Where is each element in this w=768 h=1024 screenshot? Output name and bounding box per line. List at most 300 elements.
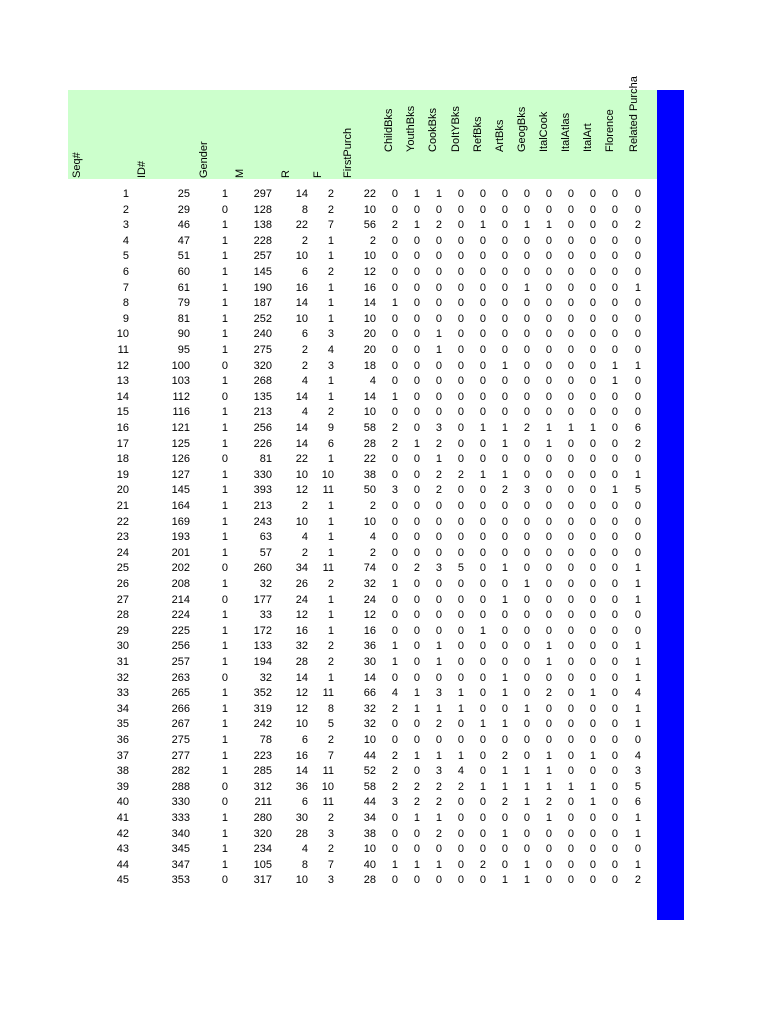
table-cell: 0 <box>391 531 398 544</box>
table-cell: 0 <box>634 406 641 419</box>
table-row <box>68 577 658 592</box>
table-cell: 0 <box>413 359 420 372</box>
table-cell: 1 <box>327 250 334 263</box>
table-cell: 1 <box>567 422 574 434</box>
table-cell: 0 <box>435 297 442 310</box>
table-cell: 0 <box>435 874 442 887</box>
table-cell: 0 <box>567 562 574 575</box>
table-cell: 2 <box>501 796 508 809</box>
table-cell: 0 <box>589 765 596 778</box>
table-cell: 46 <box>177 219 190 232</box>
table-cell: 1 <box>479 219 486 232</box>
table-cell: 0 <box>567 297 574 310</box>
table-cell: 1 <box>413 858 420 871</box>
table-cell: 0 <box>634 500 641 512</box>
table-cell: 14 <box>295 765 308 778</box>
table-cell: 27 <box>116 593 129 606</box>
table-cell: 0 <box>501 312 508 325</box>
table-cell: 0 <box>589 359 596 372</box>
table-cell: 5 <box>634 780 641 793</box>
table-cell: 5 <box>457 562 464 575</box>
table-cell: 1 <box>634 578 641 590</box>
table-cell: 0 <box>391 671 398 684</box>
table-cell: 17 <box>116 437 129 450</box>
table-cell: 0 <box>457 640 464 653</box>
table-cell: 0 <box>523 234 530 247</box>
table-row <box>68 842 658 857</box>
table-cell: 0 <box>567 281 574 294</box>
table-cell: 2 <box>369 500 376 512</box>
table-row <box>68 795 658 810</box>
table-cell: 24 <box>116 546 129 559</box>
table-cell: 0 <box>457 546 464 559</box>
table-cell: 0 <box>413 344 420 356</box>
table-cell: 0 <box>567 624 574 637</box>
table-cell: 0 <box>611 827 618 840</box>
table-cell: 2 <box>457 468 464 481</box>
table-cell: 1 <box>479 422 486 434</box>
table-cell: 0 <box>413 297 420 310</box>
table-cell: 1 <box>221 578 228 590</box>
table-cell: 0 <box>567 765 574 778</box>
table-cell: 45 <box>116 874 129 887</box>
table-cell: 0 <box>545 609 552 622</box>
table-cell: 0 <box>457 406 464 419</box>
table-cell: 0 <box>457 375 464 388</box>
table-row <box>68 187 658 202</box>
table-cell: 0 <box>611 406 618 419</box>
table-cell: 0 <box>479 500 486 512</box>
table-cell: 0 <box>545 874 552 887</box>
table-cell: 193 <box>171 531 190 544</box>
table-cell: 20 <box>363 344 376 356</box>
table-cell: 0 <box>435 250 442 263</box>
table-cell: 1 <box>221 546 228 559</box>
table-cell: 0 <box>413 234 420 247</box>
table-cell: 0 <box>567 188 574 200</box>
table-cell: 0 <box>545 297 552 310</box>
table-cell: 0 <box>501 656 508 668</box>
table-cell: 0 <box>545 531 552 544</box>
table-cell: 1 <box>589 687 596 700</box>
table-row <box>68 483 658 498</box>
table-cell: 0 <box>435 359 442 372</box>
table-cell: 0 <box>567 500 574 512</box>
table-cell: 0 <box>611 843 618 856</box>
table-cell: 7 <box>327 858 334 871</box>
table-row <box>68 452 658 467</box>
table-cell: 1 <box>523 796 530 809</box>
table-cell: 0 <box>501 702 508 715</box>
table-cell: 2 <box>435 796 442 809</box>
table-cell: 128 <box>253 203 272 216</box>
table-cell: 35 <box>116 718 129 731</box>
table-cell: 1 <box>634 827 641 840</box>
table-cell: 0 <box>391 562 398 575</box>
table-cell: 0 <box>435 234 442 247</box>
table-cell: 57 <box>259 546 272 559</box>
table-cell: 0 <box>391 359 398 372</box>
table-cell: 0 <box>391 468 398 481</box>
table-cell: 0 <box>413 609 420 622</box>
table-cell: 0 <box>457 624 464 637</box>
table-cell: 34 <box>363 812 376 824</box>
table-cell: 52 <box>363 765 376 778</box>
table-cell: 3 <box>634 765 641 778</box>
table-cell: 2 <box>501 749 508 762</box>
table-cell: 1 <box>545 219 552 232</box>
table-cell: 11 <box>322 484 334 497</box>
table-cell: 0 <box>611 718 618 731</box>
table-row <box>68 343 658 358</box>
table-cell: 8 <box>122 297 129 310</box>
table-cell: 1 <box>435 344 442 356</box>
table-cell: 0 <box>634 624 641 637</box>
table-cell: 28 <box>295 827 308 840</box>
table-cell: 24 <box>295 593 308 606</box>
table-cell: 0 <box>479 546 486 559</box>
table-cell: 1 <box>413 437 420 450</box>
table-cell: 1 <box>327 609 334 622</box>
table-cell: 0 <box>391 344 398 356</box>
table-cell: 0 <box>501 390 508 403</box>
table-row <box>68 780 658 795</box>
table-cell: 1 <box>523 578 530 590</box>
table-cell: 0 <box>634 390 641 403</box>
table-cell: 1 <box>221 375 228 388</box>
table-cell: 135 <box>253 390 272 403</box>
table-cell: 0 <box>435 390 442 403</box>
table-row <box>68 218 658 233</box>
table-cell: 0 <box>523 500 530 512</box>
table-cell: 2 <box>391 702 398 715</box>
table-cell: 0 <box>479 437 486 450</box>
table-cell: 0 <box>501 546 508 559</box>
table-cell: 0 <box>479 375 486 388</box>
table-cell: 0 <box>501 843 508 856</box>
table-cell: 0 <box>567 702 574 715</box>
table-cell: 0 <box>479 671 486 684</box>
table-cell: 0 <box>567 219 574 232</box>
table-cell: 0 <box>611 874 618 887</box>
table-cell: 0 <box>413 671 420 684</box>
table-cell: 0 <box>391 406 398 419</box>
table-cell: 0 <box>479 656 486 668</box>
table-cell: 0 <box>523 453 530 466</box>
table-cell: 0 <box>457 671 464 684</box>
table-cell: 2 <box>391 780 398 793</box>
table-cell: 1 <box>327 234 334 247</box>
table-cell: 14 <box>295 437 308 450</box>
table-cell: 2 <box>301 234 308 247</box>
table-cell: 3 <box>327 874 334 887</box>
table-cell: 51 <box>177 250 190 263</box>
table-cell: 0 <box>611 858 618 871</box>
table-cell: 12 <box>295 609 308 622</box>
table-cell: 0 <box>435 375 442 388</box>
table-cell: 257 <box>171 656 190 668</box>
table-cell: 0 <box>435 281 442 294</box>
table-cell: 0 <box>523 546 530 559</box>
table-cell: 0 <box>567 312 574 325</box>
table-row <box>68 327 658 342</box>
table-cell: 0 <box>545 203 552 216</box>
table-cell: 60 <box>177 266 190 278</box>
table-row <box>68 764 658 779</box>
table-cell: 0 <box>611 468 618 481</box>
table-cell: 0 <box>391 375 398 388</box>
column-header: DoItYBks <box>450 106 462 152</box>
table-cell: 0 <box>545 312 552 325</box>
table-cell: 10 <box>363 843 376 856</box>
table-cell: 1 <box>413 219 420 232</box>
table-cell: 112 <box>172 390 190 403</box>
table-cell: 0 <box>391 546 398 559</box>
table-cell: 352 <box>253 687 272 700</box>
table-cell: 56 <box>363 219 376 232</box>
table-cell: 1 <box>634 718 641 731</box>
table-cell: 0 <box>479 515 486 528</box>
table-cell: 1 <box>391 656 398 668</box>
table-cell: 1 <box>413 749 420 762</box>
table-cell: 2 <box>391 749 398 762</box>
table-cell: 12 <box>295 687 308 700</box>
table-cell: 1 <box>523 780 530 793</box>
table-cell: 169 <box>171 515 190 528</box>
table-cell: 4 <box>327 344 334 356</box>
table-cell: 1 <box>327 671 334 684</box>
table-cell: 2 <box>301 344 308 356</box>
table-cell: 0 <box>567 687 574 700</box>
table-cell: 22 <box>363 453 376 466</box>
column-header: ChildBks <box>383 108 395 152</box>
table-cell: 208 <box>171 578 190 590</box>
table-cell: 201 <box>171 546 190 559</box>
table-cell: 5 <box>122 250 129 263</box>
table-cell: 0 <box>523 562 530 575</box>
table-cell: 1 <box>221 500 228 512</box>
table-cell: 256 <box>171 640 190 653</box>
table-cell: 5 <box>327 718 334 731</box>
table-cell: 0 <box>391 203 398 216</box>
table-cell: 0 <box>501 219 508 232</box>
table-cell: 0 <box>634 234 641 247</box>
table-cell: 1 <box>327 312 334 325</box>
table-cell: 2 <box>457 780 464 793</box>
table-cell: 0 <box>479 593 486 606</box>
table-cell: 320 <box>253 359 272 372</box>
table-cell: 0 <box>523 718 530 731</box>
table-cell: 0 <box>221 453 228 466</box>
table-cell: 0 <box>501 609 508 622</box>
table-cell: 0 <box>413 203 420 216</box>
table-cell: 1 <box>545 422 552 434</box>
table-cell: 3 <box>327 328 334 341</box>
table-cell: 16 <box>295 281 308 294</box>
table-cell: 1 <box>523 702 530 715</box>
table-row <box>68 858 658 873</box>
table-cell: 1 <box>221 188 228 200</box>
table-cell: 12 <box>295 702 308 715</box>
table-cell: 0 <box>567 671 574 684</box>
table-cell: 1 <box>391 858 398 871</box>
table-cell: 0 <box>589 640 596 653</box>
table-cell: 0 <box>567 640 574 653</box>
table-cell: 8 <box>301 203 308 216</box>
table-cell: 30 <box>363 656 376 668</box>
table-cell: 0 <box>634 375 641 388</box>
table-cell: 0 <box>391 874 398 887</box>
table-cell: 0 <box>457 578 464 590</box>
table-row <box>68 421 658 436</box>
table-cell: 0 <box>479 874 486 887</box>
table-cell: 25 <box>177 188 190 200</box>
table-cell: 1 <box>435 328 442 341</box>
table-cell: 30 <box>116 640 129 653</box>
column-header: ItalArt <box>582 123 594 152</box>
table-cell: 0 <box>221 593 228 606</box>
table-cell: 2 <box>435 219 442 232</box>
table-cell: 263 <box>171 671 190 684</box>
table-cell: 0 <box>457 281 464 294</box>
table-cell: 0 <box>611 188 618 200</box>
table-cell: 0 <box>523 593 530 606</box>
table-row <box>68 390 658 405</box>
table-cell: 0 <box>545 328 552 341</box>
table-cell: 1 <box>479 624 486 637</box>
table-cell: 34 <box>295 562 308 575</box>
table-cell: 3 <box>523 484 530 497</box>
table-cell: 1 <box>327 500 334 512</box>
table-cell: 0 <box>523 250 530 263</box>
table-cell: 14 <box>295 390 308 403</box>
table-cell: 0 <box>567 843 574 856</box>
table-cell: 0 <box>413 312 420 325</box>
table-cell: 0 <box>567 406 574 419</box>
table-cell: 14 <box>363 671 376 684</box>
table-cell: 2 <box>479 858 486 871</box>
table-cell: 1 <box>545 749 552 762</box>
table-cell: 0 <box>501 297 508 310</box>
table-cell: 0 <box>413 546 420 559</box>
table-cell: 1 <box>501 718 508 731</box>
table-cell: 16 <box>295 624 308 637</box>
table-cell: 0 <box>457 858 464 871</box>
table-cell: 29 <box>116 624 129 637</box>
column-header: GeogBks <box>516 106 528 152</box>
table-cell: 58 <box>363 422 376 434</box>
table-cell: 0 <box>589 219 596 232</box>
table-cell: 226 <box>253 437 272 450</box>
table-cell: 2 <box>545 796 552 809</box>
table-cell: 0 <box>457 203 464 216</box>
table-cell: 0 <box>589 734 596 746</box>
table-cell: 1 <box>221 234 228 247</box>
table-cell: 0 <box>391 624 398 637</box>
table-cell: 0 <box>589 453 596 466</box>
table-cell: 1 <box>435 812 442 824</box>
table-cell: 0 <box>634 734 641 746</box>
table-cell: 0 <box>501 640 508 653</box>
table-cell: 1 <box>634 656 641 668</box>
table-cell: 0 <box>457 234 464 247</box>
table-cell: 8 <box>327 702 334 715</box>
table-cell: 1 <box>567 780 574 793</box>
table-cell: 1 <box>501 687 508 700</box>
table-cell: 0 <box>457 812 464 824</box>
table-cell: 2 <box>413 780 420 793</box>
column-header: Florence <box>604 109 616 152</box>
table-cell: 2 <box>435 484 442 497</box>
table-cell: 1 <box>221 812 228 824</box>
table-cell: 0 <box>545 734 552 746</box>
table-cell: 2 <box>413 796 420 809</box>
table-cell: 0 <box>413 375 420 388</box>
table-cell: 12 <box>116 359 129 372</box>
table-cell: 0 <box>545 624 552 637</box>
table-cell: 36 <box>363 640 376 653</box>
table-cell: 0 <box>479 250 486 263</box>
table-cell: 1 <box>122 188 129 200</box>
table-cell: 1 <box>327 375 334 388</box>
table-cell: 0 <box>611 203 618 216</box>
table-cell: 20 <box>116 484 129 497</box>
table-cell: 0 <box>634 344 641 356</box>
table-cell: 0 <box>634 515 641 528</box>
column-header: RefBks <box>472 116 484 152</box>
table-cell: 6 <box>634 796 641 809</box>
table-cell: 4 <box>634 749 641 762</box>
table-cell: 0 <box>221 874 228 887</box>
table-cell: 0 <box>413 843 420 856</box>
table-cell: 1 <box>221 266 228 278</box>
table-cell: 0 <box>479 453 486 466</box>
table-cell: 1 <box>327 624 334 637</box>
table-cell: 0 <box>501 266 508 278</box>
table-cell: 4 <box>301 531 308 544</box>
table-cell: 0 <box>501 453 508 466</box>
table-cell: 0 <box>413 453 420 466</box>
table-cell: 0 <box>589 827 596 840</box>
table-cell: 0 <box>479 390 486 403</box>
table-cell: 0 <box>413 281 420 294</box>
table-cell: 1 <box>634 640 641 653</box>
table-row <box>68 281 658 296</box>
table-cell: 0 <box>221 203 228 216</box>
table-cell: 38 <box>363 468 376 481</box>
table-cell: 2 <box>391 437 398 450</box>
table-row <box>68 265 658 280</box>
table-cell: 0 <box>589 266 596 278</box>
table-cell: 0 <box>611 656 618 668</box>
table-cell: 6 <box>301 328 308 341</box>
table-cell: 1 <box>589 422 596 434</box>
table-cell: 28 <box>363 437 376 450</box>
table-cell: 0 <box>479 312 486 325</box>
table-cell: 2 <box>435 780 442 793</box>
table-cell: 1 <box>523 219 530 232</box>
table-cell: 240 <box>253 328 272 341</box>
table-cell: 1 <box>634 359 641 372</box>
table-row <box>68 203 658 218</box>
table-cell: 0 <box>479 281 486 294</box>
table-cell: 1 <box>327 531 334 544</box>
table-cell: 0 <box>611 796 618 809</box>
table-cell: 1 <box>501 827 508 840</box>
table-cell: 1 <box>479 718 486 731</box>
table-cell: 320 <box>253 827 272 840</box>
table-cell: 164 <box>171 500 190 512</box>
